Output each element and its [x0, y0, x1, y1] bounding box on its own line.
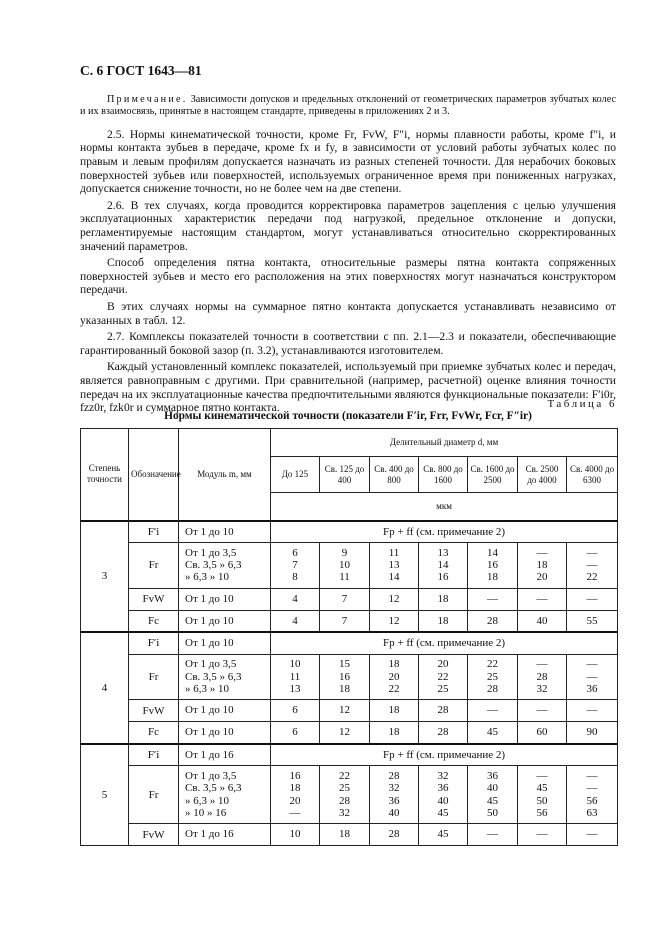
- value-cell: — — 22: [567, 543, 618, 589]
- value-cell: —: [468, 824, 518, 846]
- paragraph-2-6: 2.6. В тех случаях, когда проводится корректировка параметров зацепления с целью улучшения эксплуатационных характеристик передачи под нагрузкой, предельное отклонение и допуски, регламентируемые настоящим стандартом, могут устанавливаться относительно скорректированных значений параметров.: [80, 198, 616, 253]
- table-row: [81, 824, 618, 846]
- symbol-cell: Fr: [129, 766, 179, 824]
- value-cell: 28: [419, 700, 468, 722]
- value-cell: 18: [370, 700, 419, 722]
- value-cell: 6 7 8: [271, 543, 320, 589]
- value-cell: 15 16 18: [320, 654, 370, 700]
- value-cell: 10: [271, 824, 320, 846]
- diameter-range-header: До 125: [271, 457, 320, 493]
- col-diameter-header: Делительный диаметр d, мм: [271, 429, 618, 457]
- symbol-cell: F′i: [129, 632, 179, 654]
- value-cell: 9 10 11: [320, 543, 370, 589]
- symbol-cell: Fr: [129, 543, 179, 589]
- value-cell: 28: [419, 722, 468, 744]
- value-cell: 16 18 20 —: [271, 766, 320, 824]
- value-cell: 20 22 25: [419, 654, 468, 700]
- degree-cell: 5: [81, 744, 129, 846]
- paragraph-complex: Каждый установленный комплекс показателей, используемый при приемке зубчатых колес и передач, является равноправным с другими. При сравнительной (например, расчетной) оценке влияния точности передач на их эксплуатационные качества предпочтительными являются функциональные показатели: F′i0r, fzz0r, fzk0r и суммарное пятно контакта.: [80, 360, 616, 415]
- table-body: [81, 521, 618, 846]
- table-row: [81, 722, 618, 744]
- table-row: [81, 654, 618, 700]
- value-cell: —: [518, 700, 567, 722]
- value-cell: 28 32 36 40: [370, 766, 419, 824]
- note-body: Зависимости допусков и предельных отклонений от геометрических параметров зубчатых колес и их взаимосвязь, принятые в настоящем стандарте, приведены в приложениях 2 и 3.: [80, 94, 616, 118]
- module-cell: От 1 до 10: [179, 722, 271, 744]
- paragraph-cases: В этих случаях нормы на суммарное пятно контакта допускается устанавливать независимо от указанных в табл. 12.: [80, 299, 616, 327]
- module-cell: От 1 до 3,5 Св. 3,5 » 6,3 » 6,3 » 10 » 10 » 16: [179, 766, 271, 824]
- module-cell: От 1 до 16: [179, 824, 271, 846]
- value-cell: — 18 20: [518, 543, 567, 589]
- paragraph-2-7: 2.7. Комплексы показателей точности в соответствии с пп. 2.1—2.3 и показатели, обеспечивающие гарантированный боковой зазор (п. 3.2), устанавливаются изготовителем.: [80, 330, 616, 357]
- table-row: [81, 700, 618, 722]
- table-caption: Таблица 6: [547, 398, 617, 410]
- symbol-cell: FvW: [129, 588, 179, 610]
- value-cell: 32 36 40 45: [419, 766, 468, 824]
- diameter-range-header: Св. 400 до 800: [370, 457, 419, 493]
- value-cell: —: [567, 824, 618, 846]
- value-cell: 12: [320, 700, 370, 722]
- table-title: Нормы кинематической точности (показатели F′ir, Frr, FvWr, Fcr, F″ir): [164, 410, 532, 422]
- diameter-range-header: Св. 1600 до 2500: [468, 457, 518, 493]
- value-cell: 18: [419, 588, 468, 610]
- value-cell: 7: [320, 610, 370, 632]
- module-cell: От 1 до 10: [179, 521, 271, 543]
- module-cell: От 1 до 10: [179, 588, 271, 610]
- col-degree-header: Степень точности: [81, 429, 129, 521]
- value-cell: — 28 32: [518, 654, 567, 700]
- value-cell: 28: [468, 610, 518, 632]
- formula-cell: Fp + ff (см. примечание 2): [271, 521, 618, 543]
- symbol-cell: Fc: [129, 610, 179, 632]
- value-cell: 7: [320, 588, 370, 610]
- module-cell: От 1 до 10: [179, 610, 271, 632]
- diameter-range-header: Св. 2500 до 4000: [518, 457, 567, 493]
- value-cell: 36 40 45 50: [468, 766, 518, 824]
- degree-cell: 4: [81, 632, 129, 744]
- table-row: [81, 543, 618, 589]
- table-row: [81, 632, 618, 654]
- value-cell: 28: [370, 824, 419, 846]
- value-cell: —: [567, 588, 618, 610]
- value-cell: 18 20 22: [370, 654, 419, 700]
- value-cell: 14 16 18: [468, 543, 518, 589]
- col-symbol-header: Обозначение: [129, 429, 179, 521]
- value-cell: 22 25 28: [468, 654, 518, 700]
- symbol-cell: Fc: [129, 722, 179, 744]
- value-cell: 22 25 28 32: [320, 766, 370, 824]
- value-cell: 60: [518, 722, 567, 744]
- value-cell: 12: [320, 722, 370, 744]
- value-cell: 90: [567, 722, 618, 744]
- value-cell: 18: [320, 824, 370, 846]
- diameter-range-header: Св. 800 до 1600: [419, 457, 468, 493]
- value-cell: 45: [468, 722, 518, 744]
- formula-cell: Fp + ff (см. примечание 2): [271, 744, 618, 766]
- value-cell: 4: [271, 588, 320, 610]
- note-paragraph: [80, 94, 616, 119]
- value-cell: 13 14 16: [419, 543, 468, 589]
- module-cell: От 1 до 10: [179, 632, 271, 654]
- module-cell: От 1 до 3,5 Св. 3,5 » 6,3 » 6,3 » 10: [179, 543, 271, 589]
- value-cell: —: [518, 588, 567, 610]
- table-row: [81, 521, 618, 543]
- symbol-cell: FvW: [129, 700, 179, 722]
- module-cell: От 1 до 16: [179, 744, 271, 766]
- value-cell: 18: [370, 722, 419, 744]
- value-cell: 40: [518, 610, 567, 632]
- col-module-header: Модуль m, мм: [179, 429, 271, 521]
- value-cell: —: [468, 700, 518, 722]
- table-row: [81, 610, 618, 632]
- module-cell: От 1 до 3,5 Св. 3,5 » 6,3 » 6,3 » 10: [179, 654, 271, 700]
- symbol-cell: Fr: [129, 654, 179, 700]
- tolerance-table: [80, 428, 618, 846]
- module-cell: От 1 до 10: [179, 700, 271, 722]
- page-header: С. 6 ГОСТ 1643—81: [80, 63, 202, 78]
- note-label: Примечание.: [107, 94, 188, 105]
- value-cell: 12: [370, 588, 419, 610]
- table-row: [81, 766, 618, 824]
- value-cell: — — 36: [567, 654, 618, 700]
- value-cell: 6: [271, 700, 320, 722]
- value-cell: 45: [419, 824, 468, 846]
- value-cell: 10 11 13: [271, 654, 320, 700]
- paragraph-contact: Способ определения пятна контакта, относительные размеры пятна контакта сопряженных поверхностей зубьев и место его расположения на этих поверхностях могут назначаться конструктором передачи.: [80, 256, 616, 297]
- symbol-cell: F′i: [129, 521, 179, 543]
- body-text: [80, 94, 616, 418]
- value-cell: — 45 50 56: [518, 766, 567, 824]
- value-cell: —: [468, 588, 518, 610]
- value-cell: 55: [567, 610, 618, 632]
- table-row: [81, 588, 618, 610]
- value-cell: 12: [370, 610, 419, 632]
- value-cell: —: [518, 824, 567, 846]
- table-row: [81, 744, 618, 766]
- value-cell: 6: [271, 722, 320, 744]
- value-cell: —: [567, 700, 618, 722]
- symbol-cell: F′i: [129, 744, 179, 766]
- paragraph-2-5: 2.5. Нормы кинематической точности, кроме Fr, FvW, F″i, нормы плавности работы, кроме f″i, и нормы контакта зубьев в передаче, кроме fx и fy, в зависимости от условий работы зубчатых колес по правым и левым профилям допускается назначать из разных степеней точности. Для нерабочих боковых поверхностей зубьев или поверхностей, используемых ограниченное время при пониженных нагрузках, допускается снижение точности, но не более чем на две степени.: [80, 127, 616, 196]
- units-header: мкм: [271, 493, 618, 521]
- symbol-cell: FvW: [129, 824, 179, 846]
- diameter-range-header: Св. 125 до 400: [320, 457, 370, 493]
- value-cell: — — 56 63: [567, 766, 618, 824]
- value-cell: 4: [271, 610, 320, 632]
- degree-cell: 3: [81, 521, 129, 633]
- diameter-range-header: Св. 4000 до 6300: [567, 457, 618, 493]
- formula-cell: Fp + ff (см. примечание 2): [271, 632, 618, 654]
- value-cell: 18: [419, 610, 468, 632]
- value-cell: 11 13 14: [370, 543, 419, 589]
